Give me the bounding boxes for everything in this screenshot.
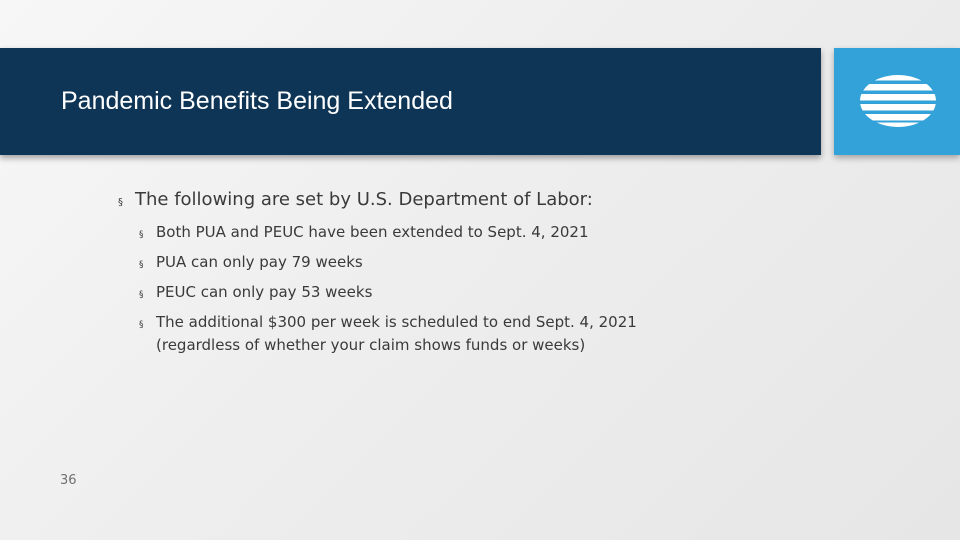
logo-box — [834, 48, 960, 155]
striped-sphere-icon — [858, 74, 938, 128]
bullet-glyph: § — [139, 260, 144, 270]
sub-bullet-list — [118, 221, 818, 357]
bullet-glyph: § — [139, 290, 144, 300]
list-item — [139, 251, 818, 277]
page-number: 36 — [60, 473, 77, 488]
main-bullet — [118, 188, 818, 215]
list-item — [139, 311, 818, 357]
list-item-text: PEUC can only pay 53 weeks — [156, 283, 373, 301]
list-item-text: PUA can only pay 79 weeks — [156, 253, 363, 271]
bullet-glyph: § — [139, 320, 144, 330]
list-item — [139, 281, 818, 307]
main-bullet-text: The following are set by U.S. Department of Labor: — [135, 189, 593, 210]
bullet-glyph: § — [139, 230, 144, 240]
content-area — [118, 188, 818, 361]
list-item-text: Both PUA and PEUC have been extended to Sept. 4, 2021 — [156, 223, 589, 241]
list-item-text: The additional $300 per week is scheduled to end Sept. 4, 2021 (regardless of whether your claim shows funds or weeks) — [156, 313, 637, 354]
list-item — [139, 221, 818, 247]
bullet-glyph: § — [118, 197, 123, 208]
slide-title: Pandemic Benefits Being Extended — [61, 87, 453, 115]
